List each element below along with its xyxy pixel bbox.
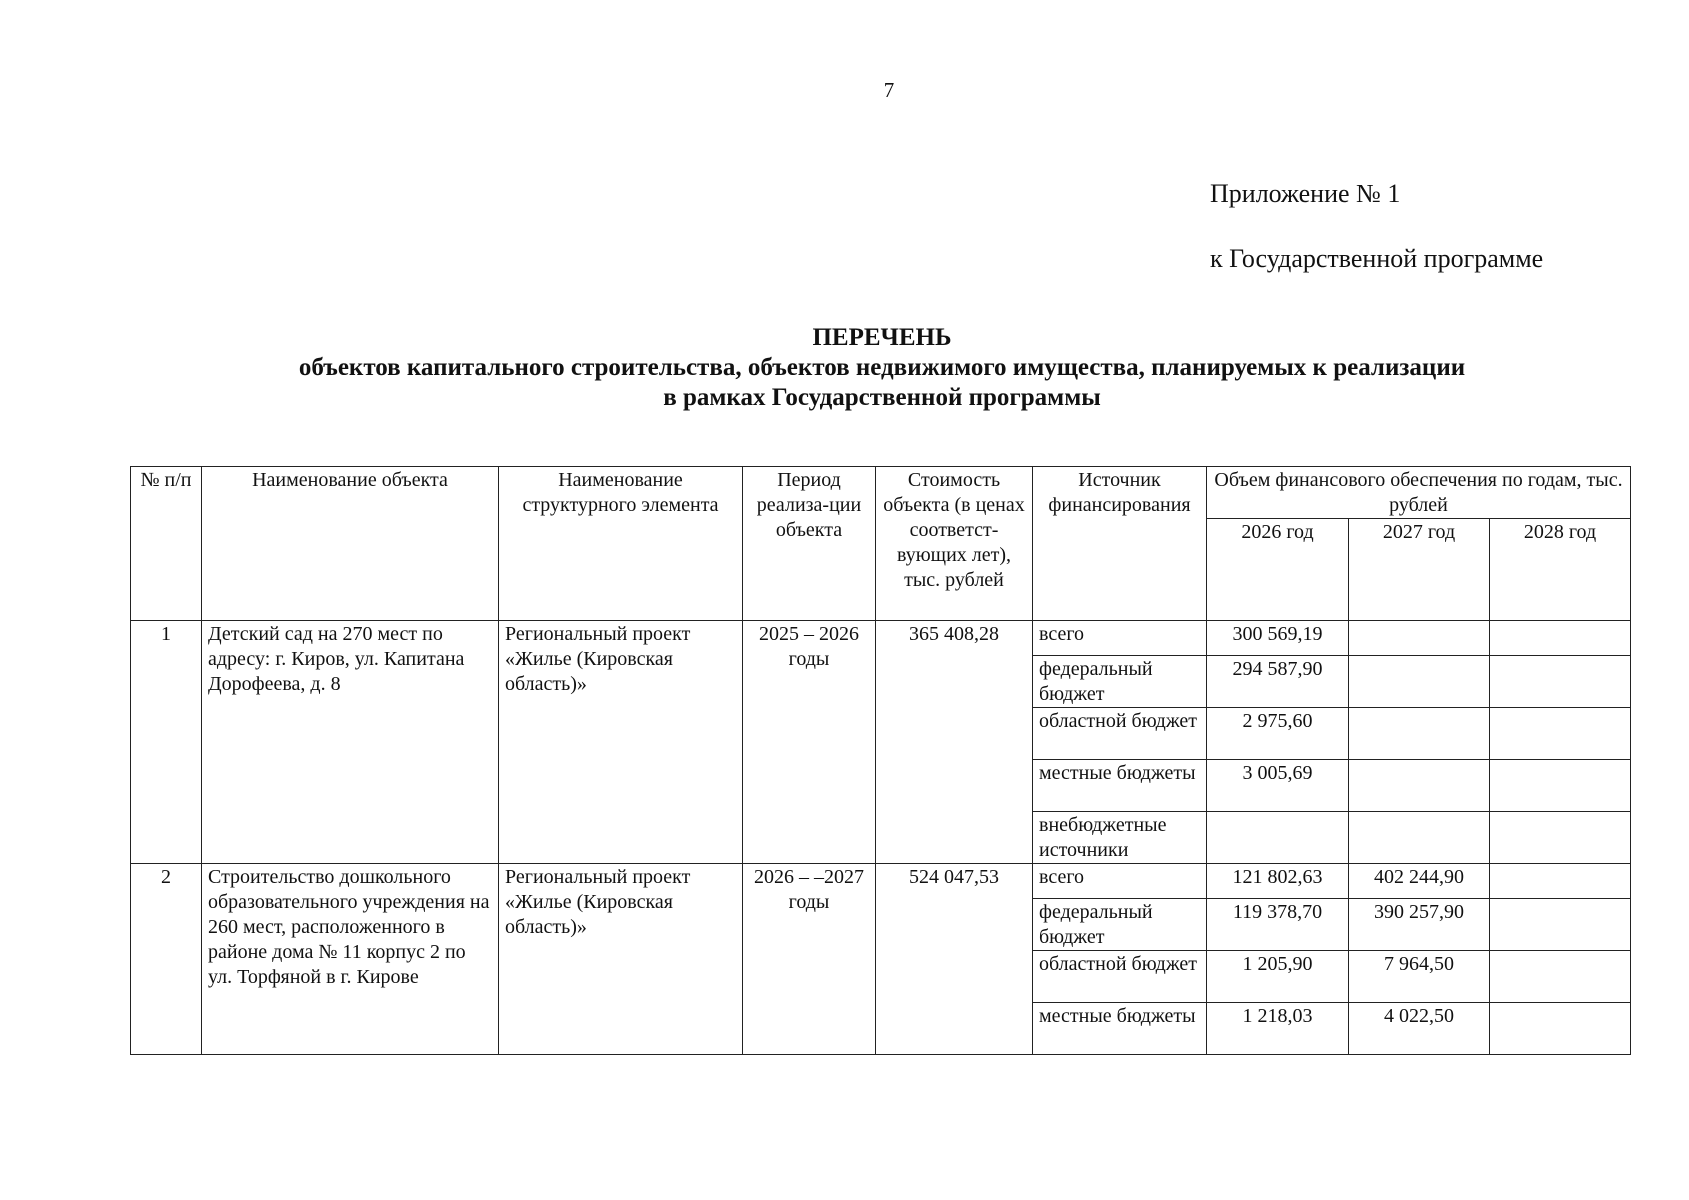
amount-2028 <box>1490 812 1631 864</box>
structural-element: Региональный проект «Жилье (Кировская область)» <box>499 864 743 1055</box>
funding-source: всего <box>1033 864 1207 899</box>
header-funding-source: Источник финансирования <box>1033 467 1207 621</box>
object-cost: 365 408,28 <box>876 621 1033 864</box>
amount-2027: 402 244,90 <box>1349 864 1490 899</box>
amount-2026: 300 569,19 <box>1207 621 1349 656</box>
funding-source: областной бюджет <box>1033 951 1207 1003</box>
amount-2027 <box>1349 621 1490 656</box>
title-main: ПЕРЕЧЕНЬ <box>812 324 952 351</box>
object-num: 2 <box>131 864 202 1055</box>
amount-2026: 2 975,60 <box>1207 708 1349 760</box>
appendix-line-2: к Государственной программе <box>1210 244 1544 274</box>
objects-table <box>130 466 1631 1055</box>
amount-2027 <box>1349 656 1490 708</box>
object-name: Детский сад на 270 мест по адресу: г. Киров, ул. Капитана Дорофеева, д. 8 <box>202 621 499 864</box>
amount-2028 <box>1490 656 1631 708</box>
amount-2026: 3 005,69 <box>1207 760 1349 812</box>
amount-2026: 1 218,03 <box>1207 1003 1349 1055</box>
header-year-2026: 2026 год <box>1207 519 1349 621</box>
amount-2027 <box>1349 760 1490 812</box>
object-cost: 524 047,53 <box>876 864 1033 1055</box>
funding-source: местные бюджеты <box>1033 760 1207 812</box>
funding-source: местные бюджеты <box>1033 1003 1207 1055</box>
funding-source: федеральный бюджет <box>1033 899 1207 951</box>
appendix-note <box>1210 178 1543 274</box>
object-num: 1 <box>131 621 202 864</box>
header-year-2027: 2027 год <box>1349 519 1490 621</box>
title-subtitle-2: в рамках Государственной программы <box>663 384 1101 411</box>
amount-2027 <box>1349 708 1490 760</box>
header-object-name: Наименование объекта <box>202 467 499 621</box>
object-name: Строительство дошкольного образовательного учреждения на 260 мест, расположенного в районе дома № 11 корпус 2 по ул. Торфяной в г. Кирове <box>202 864 499 1055</box>
amount-2027: 390 257,90 <box>1349 899 1490 951</box>
header-cost: Стоимость объекта (в ценах соответст-вующих лет), тыс. рублей <box>876 467 1033 621</box>
amount-2028 <box>1490 864 1631 899</box>
funding-source: внебюджетные источники <box>1033 812 1207 864</box>
amount-2026 <box>1207 812 1349 864</box>
amount-2026: 294 587,90 <box>1207 656 1349 708</box>
amount-2027 <box>1349 812 1490 864</box>
amount-2028 <box>1490 899 1631 951</box>
table-row <box>131 621 1631 656</box>
implementation-period: 2026 – –2027 годы <box>743 864 876 1055</box>
header-num: № п/п <box>131 467 202 621</box>
header-funding-volume: Объем финансового обеспечения по годам, тыс. рублей <box>1207 467 1631 519</box>
amount-2026: 119 378,70 <box>1207 899 1349 951</box>
header-year-2028: 2028 год <box>1490 519 1631 621</box>
amount-2026: 1 205,90 <box>1207 951 1349 1003</box>
implementation-period: 2025 – 2026 годы <box>743 621 876 864</box>
amount-2028 <box>1490 621 1631 656</box>
document-title <box>0 323 1689 413</box>
amount-2027: 4 022,50 <box>1349 1003 1490 1055</box>
amount-2026: 121 802,63 <box>1207 864 1349 899</box>
amount-2028 <box>1490 708 1631 760</box>
appendix-line-1: Приложение № 1 <box>1210 179 1401 208</box>
amount-2027: 7 964,50 <box>1349 951 1490 1003</box>
amount-2028 <box>1490 1003 1631 1055</box>
amount-2028 <box>1490 760 1631 812</box>
page-number: 7 <box>883 78 895 102</box>
header-structural-element: Наименование структурного элемента <box>499 467 743 621</box>
funding-source: областной бюджет <box>1033 708 1207 760</box>
header-period: Период реализа-ции объекта <box>743 467 876 621</box>
table-header-row <box>131 467 1631 519</box>
funding-source: федеральный бюджет <box>1033 656 1207 708</box>
title-subtitle-1: объектов капитального строительства, объектов недвижимого имущества, планируемых к реализации <box>298 354 1466 381</box>
amount-2028 <box>1490 951 1631 1003</box>
structural-element: Региональный проект «Жилье (Кировская область)» <box>499 621 743 864</box>
funding-source: всего <box>1033 621 1207 656</box>
table-row <box>131 864 1631 899</box>
